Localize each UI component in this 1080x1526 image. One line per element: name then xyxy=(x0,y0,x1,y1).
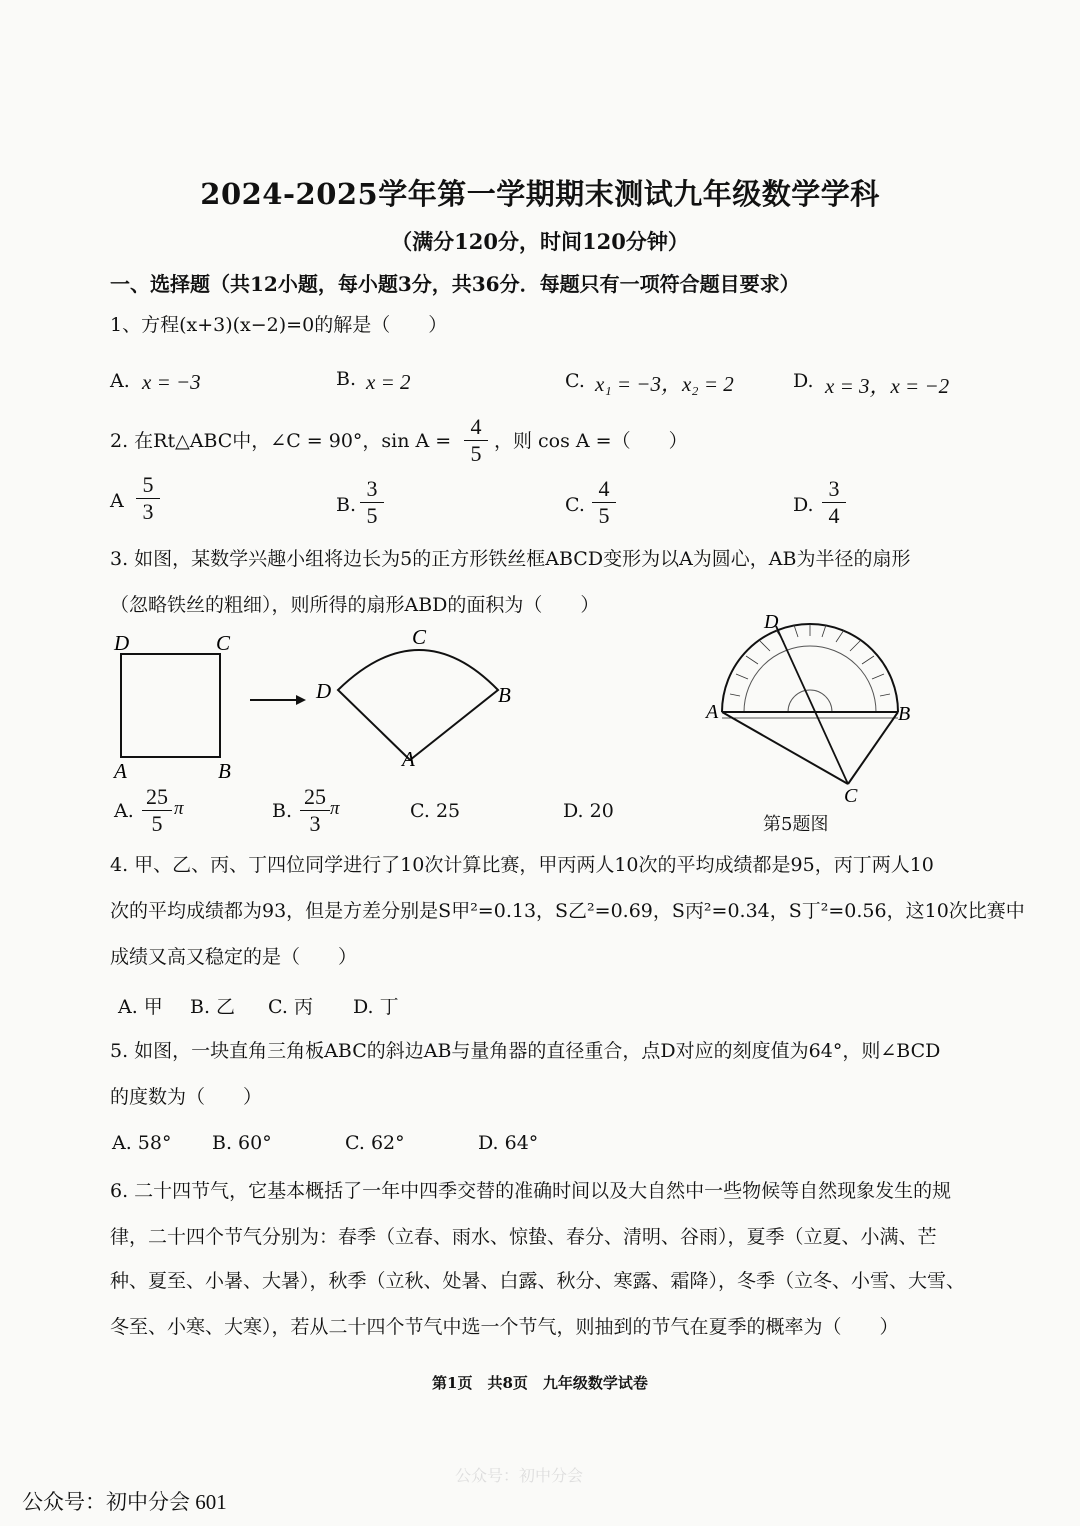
q4-option-b: B. 乙 xyxy=(190,996,236,1018)
q3-option-a-label: A. xyxy=(114,800,134,822)
q1-option-d: x = 3，x = −2 xyxy=(825,374,950,398)
sector-label-b: B xyxy=(498,683,511,707)
question-4-line-1: 4. 甲、乙、丙、丁四位同学进行了10次计算比赛，甲丙两人10次的平均成绩都是95，丙丁两人10 xyxy=(110,854,934,876)
q5-option-c: C. 62° xyxy=(345,1132,405,1154)
question-2-stem-end: ，则 cos A =（ ） xyxy=(494,430,688,452)
q2-option-c-label: C. xyxy=(565,494,585,516)
q1-option-a: x = −3 xyxy=(142,370,201,394)
q5-option-a: A. 58° xyxy=(112,1132,172,1154)
fig5-label-d: D xyxy=(764,611,779,633)
question-4-line-2: 次的平均成绩都为93，但是方差分别是S甲²=0.13，S乙²=0.69，S丙²=0.34，S丁²=0.56，这10次比赛中 xyxy=(110,900,1025,922)
q2-option-b-label: B. xyxy=(336,494,357,516)
q3-option-a: $\frac{25}{5}$ xyxy=(142,784,172,837)
q2-sin-fraction: $\frac{4}{5}$ xyxy=(464,414,488,467)
q1-option-b-label: B. xyxy=(336,368,357,390)
q1-option-c-label: C. xyxy=(565,370,585,392)
fig5-label-c: C xyxy=(844,785,858,807)
q1-option-b: x = 2 xyxy=(366,370,411,394)
exam-info: （满分120分，时间120分钟） xyxy=(391,229,689,254)
q4-option-a: A. 甲 xyxy=(118,996,163,1018)
faint-watermark: 公众号：初中分会 xyxy=(455,1466,584,1485)
arrow-head xyxy=(296,695,306,705)
question-3-line-1: 3. 如图，某数学兴趣小组将边长为5的正方形铁丝框ABCD变形为以A为圆心，AB为半径的扇形 xyxy=(110,548,911,570)
fig5-label-a: A xyxy=(706,701,719,723)
square-abcd xyxy=(121,654,220,757)
sector-label-c: C xyxy=(412,625,427,649)
q4-option-d: D. 丁 xyxy=(353,996,399,1018)
q3-option-b-pi: π xyxy=(330,798,340,819)
q2-option-a-label: A xyxy=(110,490,124,512)
square-label-b: B xyxy=(218,759,231,782)
q3-figure xyxy=(100,622,540,782)
q3-option-b: $\frac{25}{3}$ xyxy=(300,784,330,837)
question-5-line-1: 5. 如图，一块直角三角板ABC的斜边AB与量角器的直径重合，点D对应的刻度值为64°，则∠BCD xyxy=(110,1040,941,1062)
q2-option-b: $\frac{3}{5}$ xyxy=(360,476,384,529)
q3-option-a-pi: π xyxy=(174,798,184,819)
question-3-line-2: （忽略铁丝的粗细），则所得的扇形ABD的面积为（ ） xyxy=(110,594,600,616)
question-2-stem: 2. 在Rt△ABC中，∠C = 90°，sin A = xyxy=(110,430,452,452)
sector-label-d: D xyxy=(316,679,332,703)
sector-label-a: A xyxy=(402,747,415,771)
segment-cd xyxy=(776,626,848,784)
square-label-c: C xyxy=(216,631,231,655)
q5-option-d: D. 64° xyxy=(478,1132,539,1154)
question-5-line-2: 的度数为（ ） xyxy=(110,1086,263,1108)
figure-5-caption: 第5题图 xyxy=(763,814,829,835)
square-label-a: A xyxy=(114,759,127,782)
q3-option-d: D. 20 xyxy=(563,800,614,822)
sector-abd xyxy=(338,650,498,760)
page-title: 2024-2025学年第一学期期末测试九年级数学学科 xyxy=(200,177,880,211)
segment-ac xyxy=(722,712,848,784)
fig5-label-b: B xyxy=(898,703,911,725)
q2-option-c: $\frac{4}{5}$ xyxy=(592,476,616,529)
question-6-line-1: 6. 二十四节气，它基本概括了一年中四季交替的准确时间以及大自然中一些物候等自然现象发生的规 xyxy=(110,1180,952,1202)
q3-option-c: C. 25 xyxy=(410,800,461,822)
q2-option-d: $\frac{3}{4}$ xyxy=(822,476,846,529)
figure-5 xyxy=(700,608,920,808)
q4-option-c: C. 丙 xyxy=(268,996,313,1018)
question-6-line-2: 律，二十四个节气分别为：春季（立春、雨水、惊蛰、春分、清明、谷雨），夏季（立夏、小满、芒 xyxy=(110,1226,937,1248)
question-6-line-4: 冬至、小寒、大寒），若从二十四个节气中选一个节气，则抽到的节气在夏季的概率为（ ） xyxy=(110,1316,899,1338)
question-6-line-3: 种、夏至、小暑、大暑），秋季（立秋、处暑、白露、秋分、寒露、霜降），冬季（立冬、小雪、大雪、 xyxy=(110,1270,966,1292)
q2-option-a: $\frac{5}{3}$ xyxy=(136,472,160,525)
account-watermark: 公众号：初中分会 601 xyxy=(22,1490,227,1514)
square-label-d: D xyxy=(114,631,130,655)
question-1-stem: 1、方程(x+3)(x−2)=0的解是（ ） xyxy=(110,314,448,336)
q1-option-c: x₁ = −3，x₂ = 2 xyxy=(595,372,734,396)
q1-option-a-label: A. xyxy=(110,370,130,392)
segment-bc xyxy=(848,712,898,784)
section-heading: 一、选择题（共12小题，每小题3分，共36分．每题只有一项符合题目要求） xyxy=(110,272,800,296)
page-footer: 第1页 共8页 九年级数学试卷 xyxy=(432,1374,648,1392)
q5-option-b: B. 60° xyxy=(212,1132,272,1154)
q2-option-d-label: D. xyxy=(793,494,814,516)
question-4-line-3: 成绩又高又稳定的是（ ） xyxy=(110,946,358,968)
q3-option-b-label: B. xyxy=(272,800,293,822)
q1-option-d-label: D. xyxy=(793,370,814,392)
protractor-ticks xyxy=(730,624,890,696)
